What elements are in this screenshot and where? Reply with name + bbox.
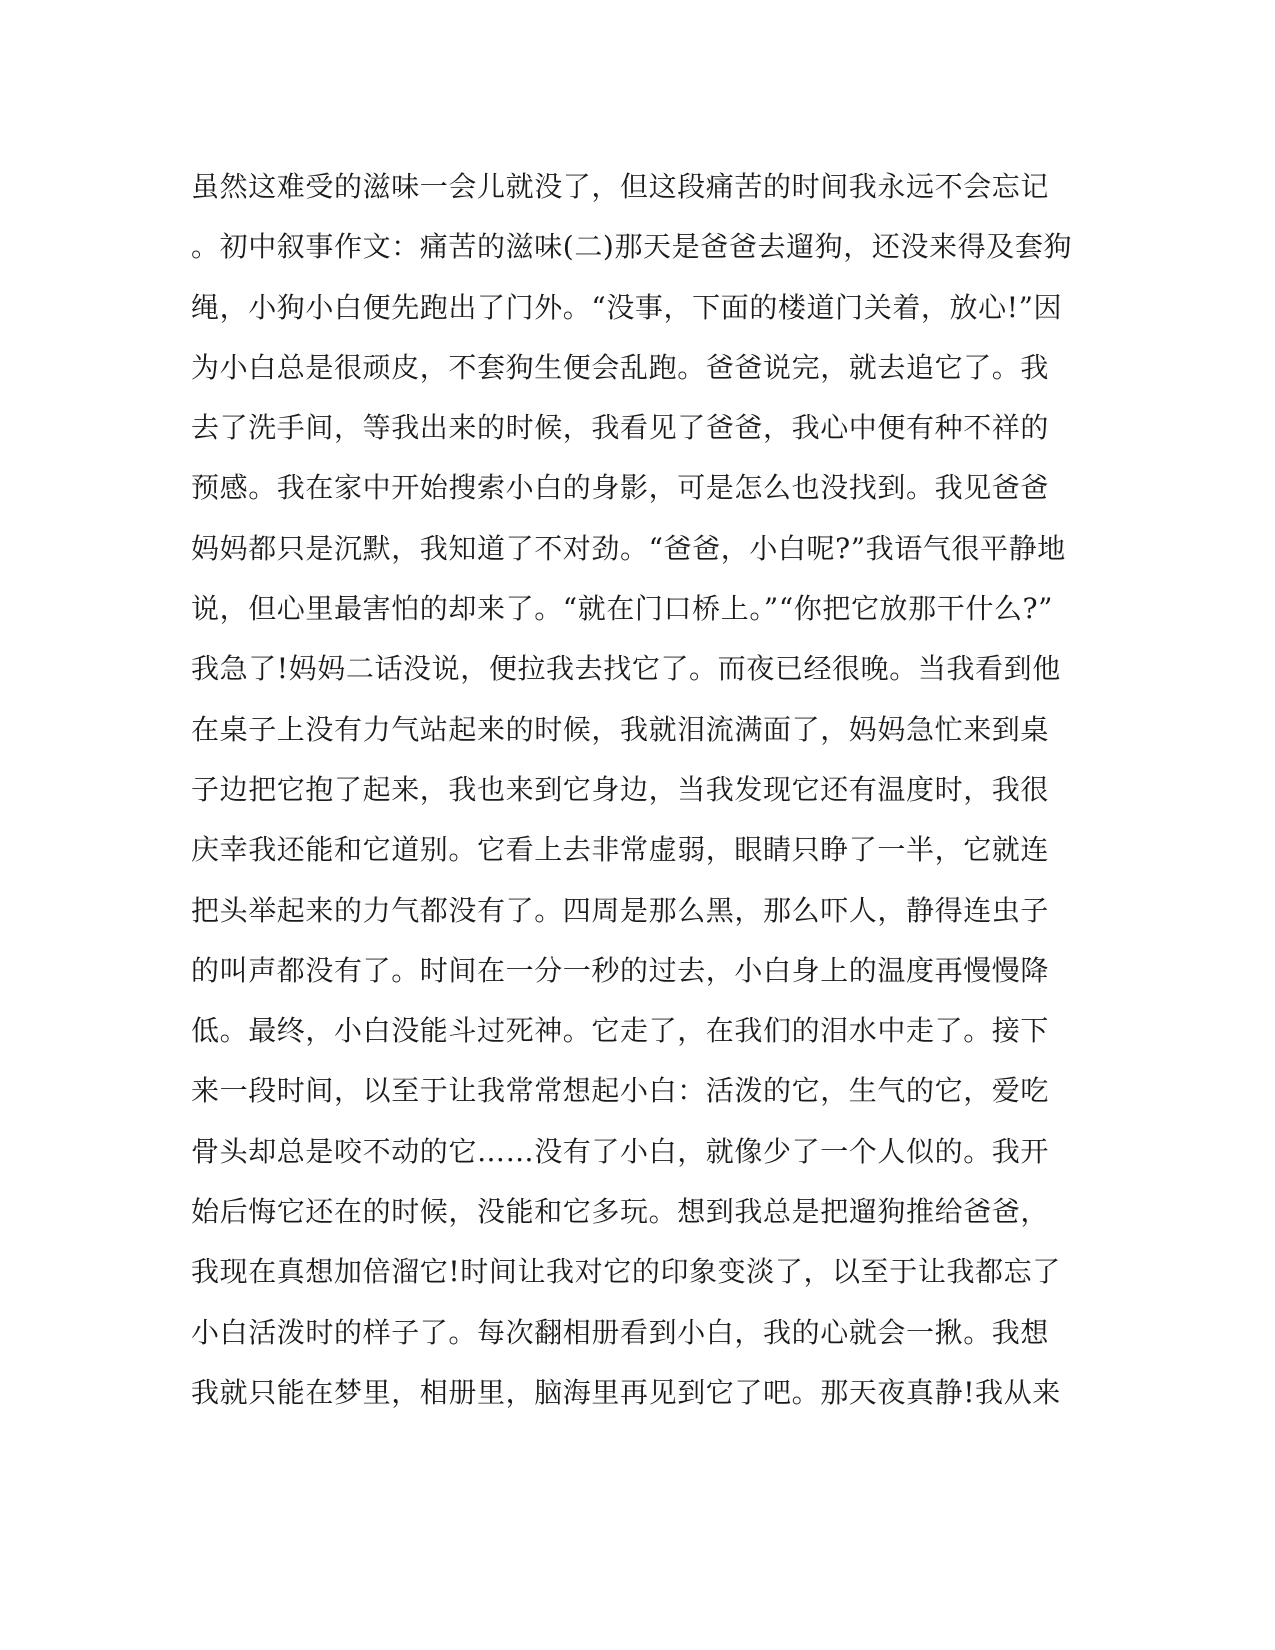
text-line: 把头举起来的力气都没有了。四周是那么黑，那么吓人，静得连虫子: [191, 893, 1050, 927]
text-line: 我就只能在梦里，相册里，脑海里再见到它了吧。那天夜真静!我从来: [191, 1375, 1061, 1409]
text-line: 去了洗手间，等我出来的时候，我看见了爸爸，我心中便有种不祥的: [191, 411, 1050, 445]
text-line: 的叫声都没有了。时间在一分一秒的过去，小白身上的温度再慢慢降: [191, 953, 1050, 987]
text-line: 说，但心里最害怕的却来了。“就在门口桥上。”“你把它放那干什么?”: [191, 592, 1054, 626]
text-line: 来一段时间，以至于让我常常想起小白：活泼的它，生气的它，爱吃: [191, 1074, 1050, 1108]
text-line: 小白活泼时的样子了。每次翻相册看到小白，我的心就会一揪。我想: [191, 1315, 1050, 1349]
text-line: 低。最终，小白没能斗过死神。它走了，在我们的泪水中走了。接下: [191, 1014, 1050, 1048]
body-text: [191, 166, 1091, 1432]
text-line: 我急了!妈妈二话没说，便拉我去找它了。而夜已经很晚。当我看到他: [191, 652, 1061, 686]
text-line: 为小白总是很顽皮，不套狗生便会乱跑。爸爸说完，就去追它了。我: [191, 350, 1050, 384]
text-line: 绳，小狗小白便先跑出了门外。“没事，下面的楼道门关着，放心!”因: [191, 290, 1063, 324]
text-line: 。初中叙事作文：痛苦的滋味(二)那天是爸爸去遛狗，还没来得及套狗: [191, 230, 1073, 264]
text-line: 庆幸我还能和它道别。它看上去非常虚弱，眼睛只睁了一半，它就连: [191, 833, 1050, 867]
text-line: 子边把它抱了起来，我也来到它身边，当我发现它还有温度时，我很: [191, 772, 1050, 806]
text-line: 预感。我在家中开始搜索小白的身影，可是怎么也没找到。我见爸爸: [191, 471, 1050, 505]
text-line: 我现在真想加倍溜它!时间让我对它的印象变淡了，以至于让我都忘了: [191, 1255, 1061, 1289]
text-line: 骨头却总是咬不动的它……没有了小白，就像少了一个人似的。我开: [191, 1134, 1050, 1168]
text-line: 妈妈都只是沉默，我知道了不对劲。“爸爸，小白呢?”我语气很平静地: [191, 531, 1066, 565]
text-line: 虽然这难受的滋味一会儿就没了，但这段痛苦的时间我永远不会忘记: [191, 170, 1050, 203]
text-line: 始后悔它还在的时候，没能和它多玩。想到我总是把遛狗推给爸爸，: [191, 1195, 1050, 1229]
text-line: 在桌子上没有力气站起来的时候，我就泪流满面了，妈妈急忙来到桌: [191, 712, 1050, 746]
